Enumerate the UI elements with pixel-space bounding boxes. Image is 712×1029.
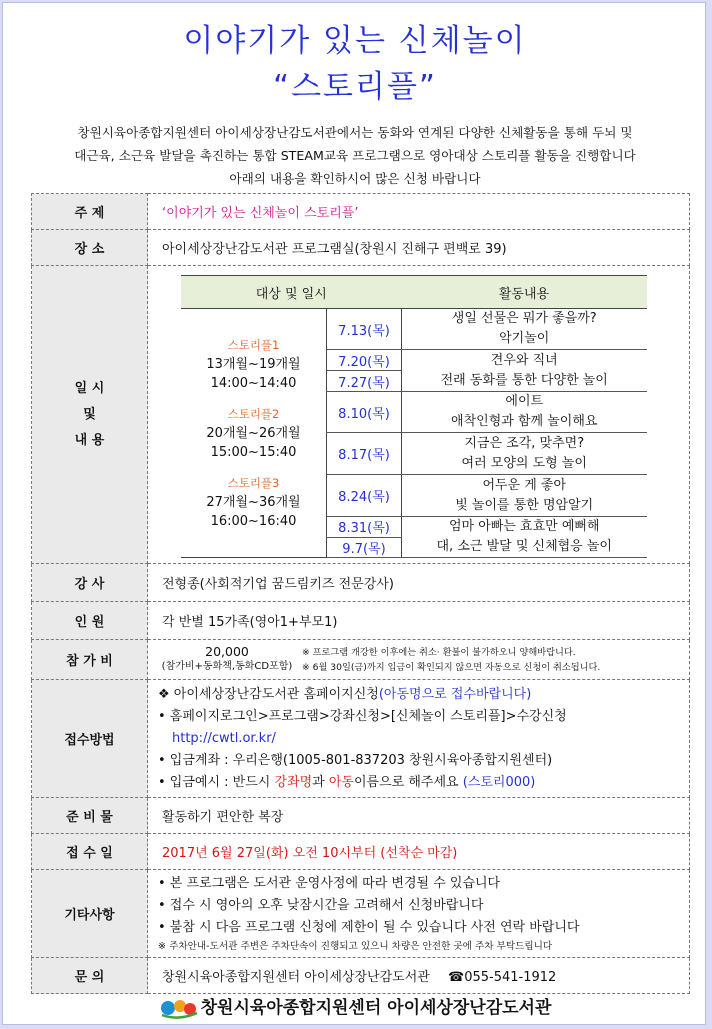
fee-amount: 20,000 xyxy=(205,644,249,659)
intro-paragraph xyxy=(13,121,697,190)
contact-phone[interactable]: ☎055-541-1912 xyxy=(448,970,557,985)
session-date: 9.7(목) xyxy=(327,537,402,558)
contact-cell xyxy=(148,958,690,994)
row-schedule xyxy=(32,266,690,564)
label-instructor: 강 사 xyxy=(32,564,148,602)
row-receipt xyxy=(32,834,690,870)
label-line: 일 시 xyxy=(74,380,105,396)
row-apply xyxy=(32,680,690,798)
group-name: 스토리플3 xyxy=(227,475,280,490)
title-program-name: “스토리플” xyxy=(273,69,437,105)
value-participants: 각 반별 15가족(영아1+부모1) xyxy=(148,602,690,640)
example-sample: (스토리000) xyxy=(462,774,536,790)
group-time: 15:00~15:40 xyxy=(210,444,297,460)
intro-line: 아래의 내용을 확인하시어 많은 신청 바랍니다 xyxy=(229,171,481,186)
value-prepare: 활동하기 편안한 복장 xyxy=(148,798,690,834)
group-name: 스토리플1 xyxy=(227,337,280,352)
apply-example xyxy=(158,772,689,794)
parking-note: ※ 주차안내-도서관 주변은 주차단속이 진행되고 있으니 차량은 안전한 곳에 주차 부탁드립니다 xyxy=(158,940,553,952)
value-topic: ‘이야기가 있는 신체놀이 스토리플’ xyxy=(148,194,690,230)
activity-title: 견우와 직녀 xyxy=(490,352,558,368)
footer xyxy=(3,993,707,1019)
group-time: 16:00~16:40 xyxy=(210,513,297,529)
fee-amount-note: (참가비+동화책,동화CD포함) xyxy=(161,661,293,672)
row-participants xyxy=(32,602,690,640)
activity-title: 지금은 조각, 맞추면? xyxy=(464,435,585,451)
apply-online-text: ❖ 아이세상장난감도서관 홈페이지신청 xyxy=(158,686,379,702)
title-main: 이야기가 있는 신체놀이 xyxy=(183,23,527,59)
label-receipt: 접 수 일 xyxy=(32,834,148,870)
header-target-date: 대상 및 일시 xyxy=(181,276,402,309)
apply-account: • 입금계좌 : 우리은행(1005-801-837203 창원시육아종합지원센터) xyxy=(158,752,553,768)
etc-item: • 불참 시 다음 프로그램 신청에 제한이 될 수 있습니다 사전 연락 바랍니다 xyxy=(158,919,580,935)
group-time: 14:00~14:40 xyxy=(210,375,297,391)
intro-line: 대근육, 소근육 발달을 촉진하는 통합 STEAM교육 프로그램으로 영아대상 스토리플 활동을 진행합니다 xyxy=(74,148,636,163)
header-activity: 활동내용 xyxy=(402,276,647,309)
label-fee: 참 가 비 xyxy=(32,640,148,680)
session-activity xyxy=(402,475,647,517)
row-prepare xyxy=(32,798,690,834)
activity-desc: 악기놀이 xyxy=(499,331,550,346)
group-age: 20개월~26개월 xyxy=(206,425,301,441)
activity-title: 어두운 게 좋아 xyxy=(482,477,567,493)
group-column xyxy=(181,309,327,558)
row-topic xyxy=(32,194,690,230)
example-text: 과 xyxy=(312,774,329,790)
label-participants: 인 원 xyxy=(32,602,148,640)
schedule-header-row xyxy=(181,276,647,309)
activity-desc: 여러 모양의 도형 놀이 xyxy=(461,455,587,471)
schedule-table xyxy=(181,275,647,558)
label-line: 내 용 xyxy=(74,432,105,448)
etc-item: • 본 프로그램은 도서관 운영사정에 따라 변경될 수 있습니다 xyxy=(158,875,501,891)
activity-title: 에이트 xyxy=(505,394,544,409)
apply-online-highlight: (아동명으로 접수바랍니다) xyxy=(378,686,532,702)
footer-org-name: 창원시육아종합지원센터 아이세상장난감도서관 xyxy=(200,998,552,1018)
label-line: 및 xyxy=(83,406,96,422)
poster-page xyxy=(2,2,706,1025)
value-place: 아이세상장난감도서관 프로그램실(창원시 진해구 편백로 39) xyxy=(148,230,690,266)
fee-cell xyxy=(148,640,690,680)
etc-cell xyxy=(148,870,690,958)
fee-note: ※ 프로그램 개강한 이후에는 취소· 환불이 불가하오니 양해바랍니다. xyxy=(302,646,576,658)
row-place xyxy=(32,230,690,266)
label-contact: 문 의 xyxy=(32,958,148,994)
label-prepare: 준 비 물 xyxy=(32,798,148,834)
schedule-cell xyxy=(148,266,690,564)
contact-org: 창원시육아종합지원센터 아이세상장난감도서관 xyxy=(162,970,430,985)
label-etc: 기타사항 xyxy=(32,870,148,958)
session-date: 8.10(목) xyxy=(327,392,402,433)
session-row xyxy=(181,309,647,350)
apply-cell xyxy=(148,680,690,798)
row-contact xyxy=(32,958,690,994)
label-schedule xyxy=(32,266,148,564)
example-text: 이름으로 해주세요 xyxy=(354,774,463,790)
activity-desc: 애착인형과 함께 놀이해요 xyxy=(451,414,598,429)
example-child: 아동 xyxy=(328,774,354,790)
activity-desc: 빛 놀이를 통한 명암알기 xyxy=(455,497,594,513)
row-etc xyxy=(32,870,690,958)
activity-desc: 전래 동화를 통한 다양한 놀이 xyxy=(440,372,608,388)
value-receipt: 2017년 6월 27일(화) 오전 10시부터 (선착순 마감) xyxy=(148,834,690,870)
intro-line: 창원시육아종합지원센터 아이세상장난감도서관에서는 동화와 연계된 다양한 신체활동을 통해 두뇌 및 xyxy=(77,125,633,140)
center-logo-icon xyxy=(159,997,199,1019)
session-date: 8.17(목) xyxy=(327,433,402,475)
example-text: • 입금예시 : 반드시 xyxy=(158,774,275,790)
group-name: 스토리플2 xyxy=(227,406,280,421)
fee-note: ※ 6월 30일(금)까지 입금이 확인되지 않으면 자동으로 신청이 취소됩니다. xyxy=(302,661,601,673)
homepage-link[interactable]: http://cwtl.or.kr/ xyxy=(172,730,276,746)
group-age: 13개월~19개월 xyxy=(206,356,301,372)
label-apply: 접수방법 xyxy=(32,680,148,798)
session-activity xyxy=(402,517,647,558)
session-date: 8.24(목) xyxy=(327,475,402,517)
group-age: 27개월~36개월 xyxy=(206,494,301,510)
info-table xyxy=(31,193,690,994)
label-topic: 주 제 xyxy=(32,194,148,230)
etc-item: • 접수 시 영아의 오후 낮잠시간을 고려해서 신청바랍니다 xyxy=(158,897,484,913)
row-fee xyxy=(32,640,690,680)
apply-path: • 홈페이지로그인>프로그램>강좌신청>[신체놀이 스토리플]>수강신청 xyxy=(158,708,567,724)
activity-desc: 대, 소근 발달 및 신체협응 놀이 xyxy=(436,539,612,554)
activity-title: 엄마 아빠는 효효만 예뻐해 xyxy=(448,519,600,534)
activity-title: 생일 선물은 뭐가 좋을까? xyxy=(451,311,597,326)
session-activity xyxy=(402,309,647,350)
session-activity xyxy=(402,350,647,392)
example-course: 강좌명 xyxy=(274,774,313,790)
session-date: 7.20(목) xyxy=(327,350,402,371)
session-activity xyxy=(402,392,647,433)
session-date: 7.13(목) xyxy=(327,309,402,350)
session-activity xyxy=(402,433,647,475)
session-date: 8.31(목) xyxy=(327,517,402,538)
apply-line xyxy=(158,684,689,706)
value-instructor: 전형종(사회적기업 꿈드림키즈 전문강사) xyxy=(148,564,690,602)
label-place: 장 소 xyxy=(32,230,148,266)
row-instructor xyxy=(32,564,690,602)
session-date: 7.27(목) xyxy=(327,371,402,392)
